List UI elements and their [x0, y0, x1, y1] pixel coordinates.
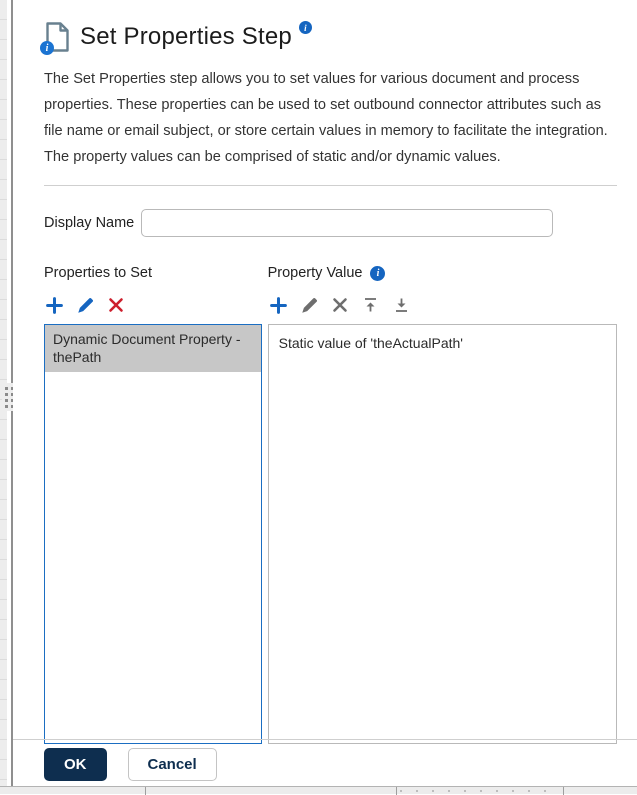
properties-to-set-panel: [44, 265, 262, 744]
property-value-panel: [268, 265, 617, 744]
property-list-item[interactable]: Dynamic Document Property - thePath: [45, 325, 261, 372]
add-property-button[interactable]: [46, 297, 63, 314]
edit-property-button[interactable]: [77, 297, 94, 314]
value-list-item[interactable]: Static value of 'theActualPath': [278, 335, 463, 351]
move-value-to-bottom-button[interactable]: [393, 297, 410, 313]
canvas-bottom-strip: [0, 786, 637, 794]
values-list[interactable]: [268, 324, 617, 744]
properties-to-set-label: [44, 265, 262, 281]
property-value-label: [268, 265, 617, 281]
title-info-icon[interactable]: i: [299, 21, 312, 34]
display-name-row: [44, 209, 617, 237]
ok-button[interactable]: OK: [44, 748, 107, 781]
property-value-label-text: Property Value: [267, 265, 363, 281]
display-name-label: Display Name: [44, 215, 135, 231]
move-value-to-top-button[interactable]: [362, 297, 379, 313]
properties-to-set-label-text: Properties to Set: [44, 265, 152, 281]
document-step-icon: [44, 21, 71, 53]
header-divider: [44, 185, 617, 186]
footer: [44, 748, 217, 781]
delete-property-button[interactable]: [108, 297, 124, 313]
canvas-dots: [400, 790, 550, 792]
dialog-header: [44, 21, 617, 53]
document-info-badge-icon: i: [40, 41, 54, 55]
panels-container: [44, 265, 617, 744]
step-description: The Set Properties step allows you to set values for various document and process properties. These properties can be used to set outbound connector attributes such as file name or email subject, or store certain values in memory to facilitate the integration. The property values can be comprised of static and/or dynamic values.: [44, 71, 608, 165]
add-value-button[interactable]: [270, 297, 287, 314]
properties-list[interactable]: [44, 324, 262, 744]
delete-value-button[interactable]: [332, 297, 348, 313]
set-properties-dialog: [13, 0, 637, 786]
footer-divider: [13, 739, 637, 740]
properties-toolbar: [46, 296, 262, 314]
value-toolbar: [270, 296, 617, 314]
edit-value-button[interactable]: [301, 297, 318, 314]
page-title: Set Properties Step: [80, 23, 292, 50]
cancel-button[interactable]: Cancel: [128, 748, 217, 781]
display-name-input[interactable]: [141, 209, 553, 237]
property-value-info-icon[interactable]: i: [370, 266, 385, 281]
